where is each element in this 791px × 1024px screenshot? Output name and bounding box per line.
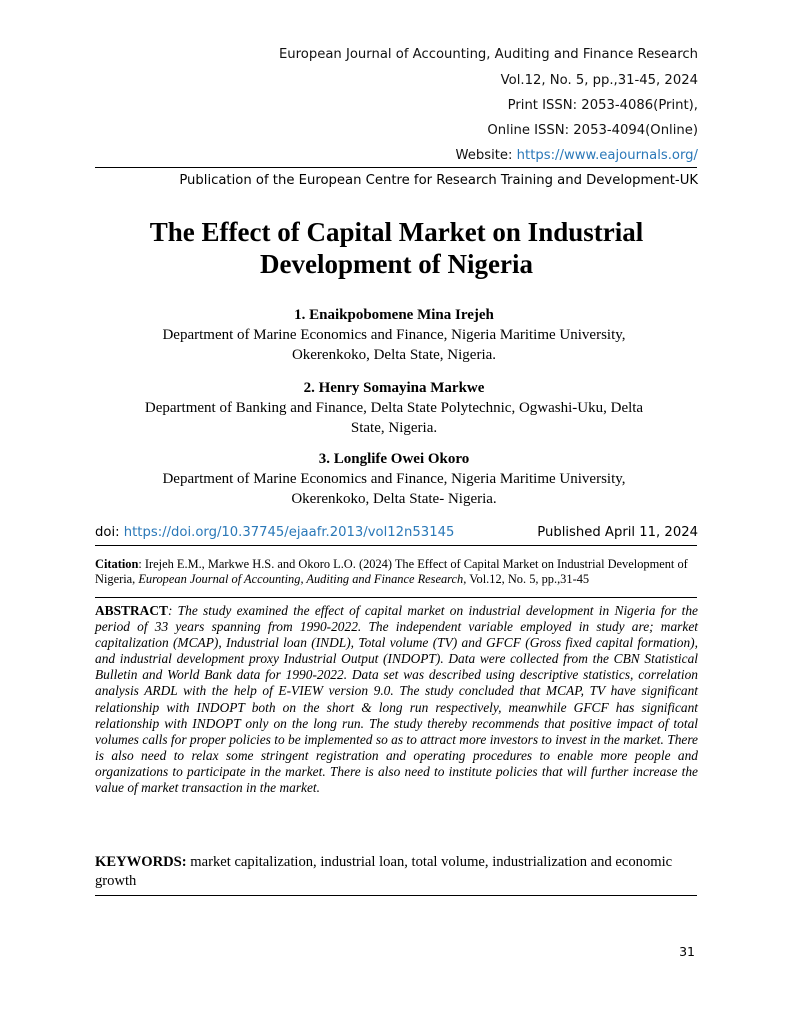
title-line-2: Development of Nigeria bbox=[260, 249, 533, 279]
citation-rule bbox=[95, 597, 697, 598]
author-name: 3. Longlife Owei Okoro bbox=[318, 451, 470, 467]
keywords-rule bbox=[95, 895, 697, 896]
author-block-1 bbox=[140, 305, 648, 365]
citation-label: Citation bbox=[95, 557, 139, 571]
doi-line bbox=[95, 525, 698, 540]
page-number: 31 bbox=[679, 944, 695, 959]
published-date: Published April 11, 2024 bbox=[537, 525, 698, 540]
author-affiliation: Okerenkoko, Delta State, Nigeria. bbox=[291, 347, 497, 363]
citation bbox=[95, 557, 698, 587]
author-block-2 bbox=[140, 378, 648, 438]
author-name: 2. Henry Somayina Markwe bbox=[303, 380, 485, 396]
keywords bbox=[95, 853, 698, 891]
keywords-label: KEYWORDS: bbox=[95, 854, 187, 870]
keywords-text: market capitalization, industrial loan, total volume, industrialization and economic growth bbox=[95, 854, 673, 889]
author-affiliation: Department of Banking and Finance, Delta State Polytechnic, Ogwashi-Uku, Delta bbox=[144, 400, 644, 416]
website-link[interactable]: https://www.eajournals.org/ bbox=[516, 148, 698, 163]
header-rule bbox=[95, 167, 697, 168]
author-block-3 bbox=[140, 449, 648, 509]
journal-name: European Journal of Accounting, Auditing and Finance Research bbox=[278, 47, 698, 62]
print-issn: Print ISSN: 2053-4086(Print), bbox=[507, 98, 698, 113]
citation-journal: European Journal of Accounting, Auditing and Finance Research bbox=[138, 572, 464, 586]
paper-title bbox=[95, 216, 698, 280]
abstract bbox=[95, 603, 698, 796]
website-label: Website: bbox=[455, 148, 517, 163]
doi-label: doi: bbox=[95, 525, 124, 540]
author-affiliation: Okerenkoko, Delta State- Nigeria. bbox=[291, 491, 497, 507]
doi-rule bbox=[95, 545, 697, 546]
abstract-label: ABSTRACT bbox=[95, 603, 168, 618]
author-affiliation: Department of Marine Economics and Finance, Nigeria Maritime University, bbox=[162, 327, 626, 343]
doi-link[interactable]: https://doi.org/10.37745/ejaafr.2013/vol12n53145 bbox=[123, 525, 455, 540]
title-line-1: The Effect of Capital Market on Industrial bbox=[149, 217, 644, 247]
author-affiliation: Department of Marine Economics and Finance, Nigeria Maritime University, bbox=[162, 471, 626, 487]
citation-text: : Irejeh E.M., Markwe H.S. and Okoro L.O. (2024) The Effect of Capital Market on Industrial Development of Nigeria, bbox=[95, 557, 688, 586]
citation-volume: , Vol.12, No. 5, pp.,31-45 bbox=[463, 572, 590, 586]
online-issn: Online ISSN: 2053-4094(Online) bbox=[487, 123, 698, 138]
author-affiliation: State, Nigeria. bbox=[350, 420, 438, 436]
author-name: 1. Enaikpobomene Mina Irejeh bbox=[294, 307, 494, 323]
publisher-line: Publication of the European Centre for Research Training and Development-UK bbox=[179, 173, 698, 188]
abstract-body: : The study examined the effect of capital market on industrial development in Nigeria for the period of 33 years spanning from 1990-2022. The independent variable employed in study are; market capitalization (MCAP), Industrial loan (INDL), Total volume (TV) and GFCF (Gross fixed capital formation), and industrial development proxy Industrial Output (INDOPT). Data were collected from the CBN Statistical Bulletin and World Bank data for 1990-2022. Data set was described using descriptive statistics, correlation analysis ARDL with the help of E-VIEW version 9.0. The study concluded that MCAP, TV have significant relationship with INDOPT both on the short & long run respectively, meanwhile GFCF has significant relationship with INDOPT only on the long run. The study thereby recommends that positive impact of total volumes calls for proper policies to be implemented so as to attract more investors to invest in the market. There is also need to relax some stringent registration and operating procedures to enable more people and organizations to participate in the market. There is also need to institute policies that will further increase the value of market transaction in the market. bbox=[95, 603, 698, 796]
website-line bbox=[455, 148, 698, 163]
volume-info: Vol.12, No. 5, pp.,31-45, 2024 bbox=[500, 73, 698, 88]
